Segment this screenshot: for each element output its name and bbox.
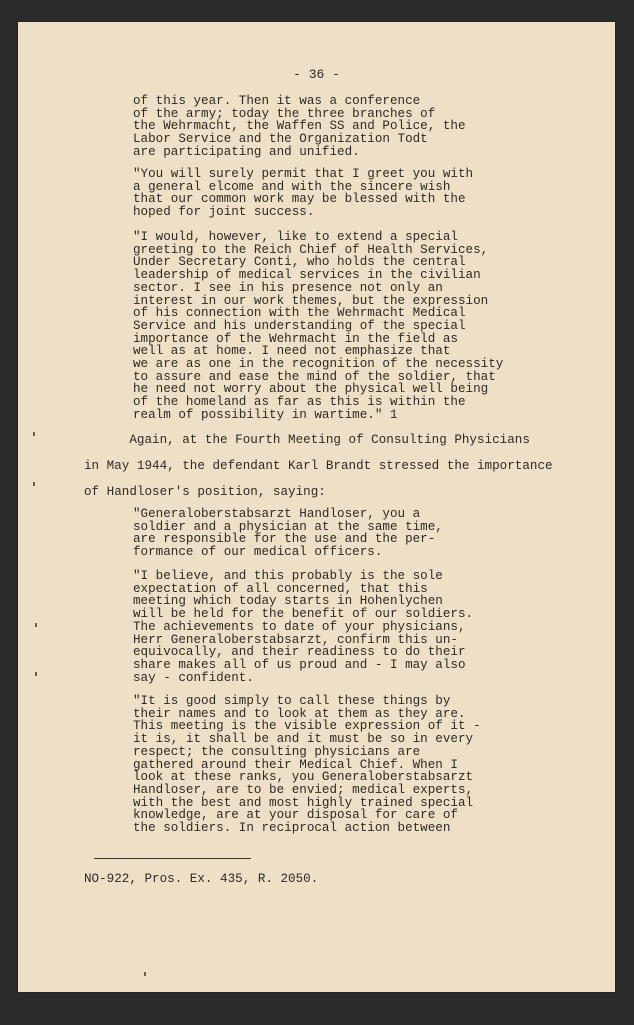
margin-mark bbox=[33, 432, 35, 436]
quote-paragraph-4: "Generaloberstabsarzt Handloser, you a soldier and a physician at the same time, are responsible for the use and the per- formance of our medical officers. bbox=[133, 507, 443, 560]
quote-paragraph-3: "I would, however, like to extend a special greeting to the Reich Chief of Health Services, Under Secretary Conti, who holds the central leadership of medical services in the civilian sector. I see in his presence not only an interest in our work themes, but the expression of his connection with the Wehrmacht Medical Service and his understanding of the special importance of the Wehrmacht in the field as well as at home. I need not emphasize that we are as one in the recognition of the necessity to assure and ease the mind of the soldier, that he need not worry about the physical well being of the homeland as far as this is within the realm of possibility in wartime." 1 bbox=[133, 230, 504, 422]
quote-paragraph-2: "You will surely permit that I greet you with a general elcome and with the sincere wish that our common work may be blessed with the hoped for joint success. bbox=[133, 167, 474, 220]
margin-mark bbox=[35, 672, 37, 676]
margin-mark bbox=[33, 482, 35, 486]
document-page bbox=[18, 22, 615, 992]
quote-paragraph-6: "It is good simply to call these things by their names and to look at them as they are. This meeting is the visible expression of it - it is, it shall be and it must be so in every respect; the consulting physicians are gathered around their Medical Chief. When I look at these ranks, you Generaloberstabsarzt Handloser, are to be envied; medical experts, with the best and most highly trained special knowledge, are at your disposal for care of the soldiers. In reciprocal action between bbox=[133, 694, 481, 836]
quote-paragraph-5: "I believe, and this probably is the sole expectation of all concerned, that this meeting which today starts in Hohenlychen will be held for the benefit of our soldiers. The achievements to date of your physicians, Herr Generaloberstabsarzt, confirm this un- equivocally, and their readiness to do their share makes all of us proud and - I may also say - confident. bbox=[133, 569, 474, 685]
body-paragraph: Again, at the Fourth Meeting of Consulting Physicians in May 1944, the defendant Karl Brandt stressed the importance of Handloser's position, saying: bbox=[84, 433, 553, 499]
footnote-divider bbox=[94, 858, 251, 859]
quote-paragraph-1: of this year. Then it was a conference of the army; today the three branches of the Wehrmacht, the Waffen SS and Police, the Labor Service and the Organization Todt are participating and unified. bbox=[133, 94, 466, 159]
footnote: NO-922, Pros. Ex. 435, R. 2050. bbox=[84, 872, 319, 886]
page-number: - 36 - bbox=[293, 67, 340, 82]
margin-mark bbox=[144, 972, 146, 976]
margin-mark bbox=[35, 623, 37, 627]
